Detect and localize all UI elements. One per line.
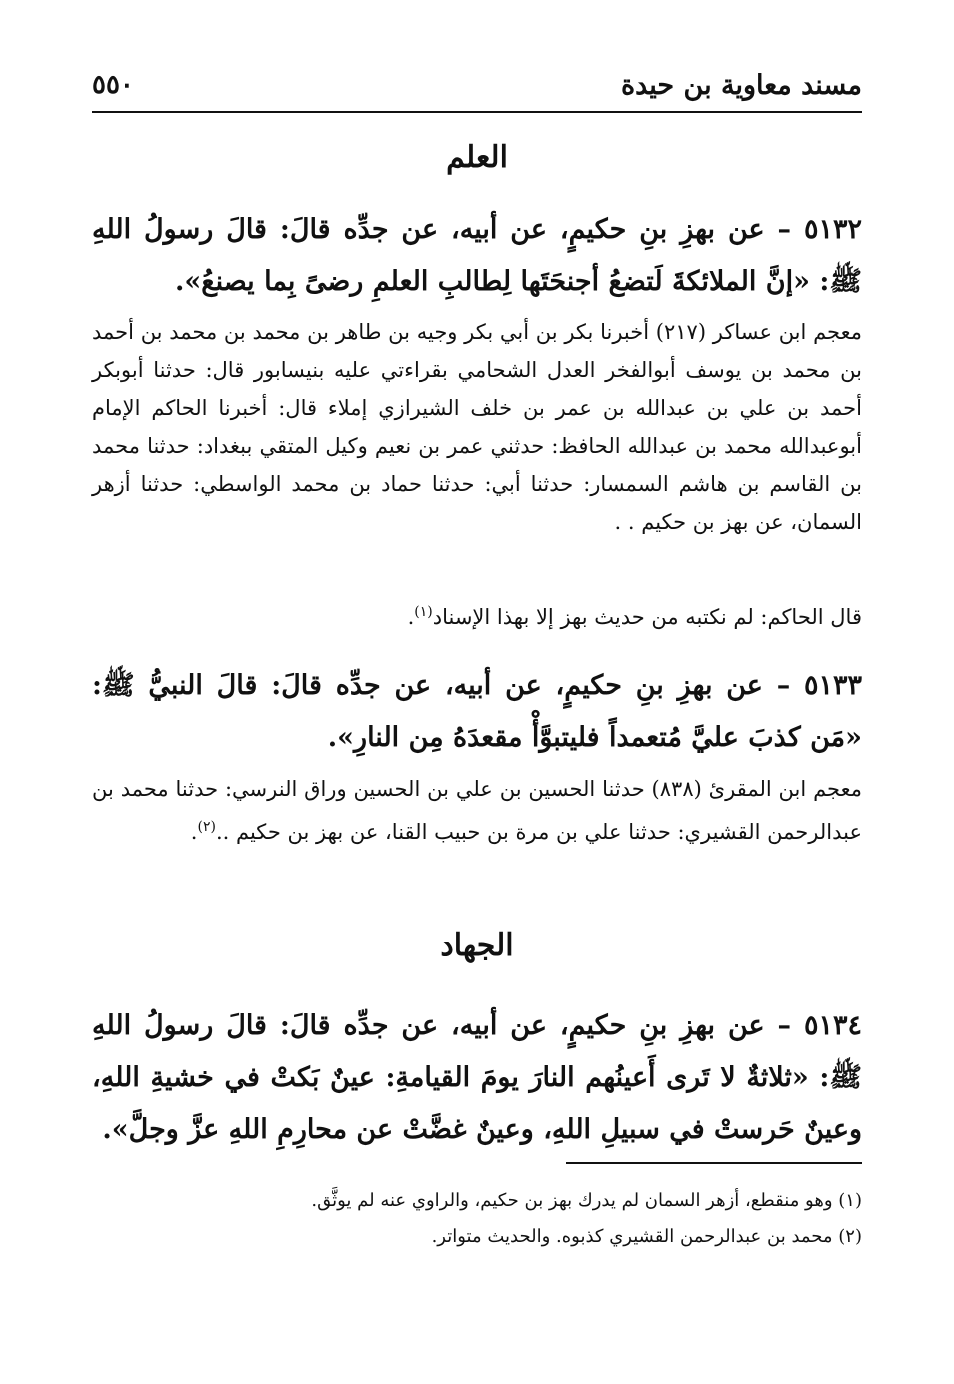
footnote-ref-2: (٢)	[197, 819, 216, 835]
section-heading-ilm: العلم	[446, 140, 508, 175]
page-number: ٥٥٠	[92, 70, 134, 100]
footnote-2: (٢) محمد بن عبدالرحمن القشيري كذبوه. والحديث متواتر.	[431, 1226, 862, 1247]
source-end: .	[190, 820, 198, 844]
header-rule	[92, 111, 862, 113]
source-text: معجم ابن المقرئ (٨٣٨) حدثنا الحسين بن علي بن الحسين وراق النرسي: حدثنا محمد بن عبدالرحمن القشيري: حدثنا علي بن مرة بن حبيب القنا، عن بهز بن حكيم ..	[92, 777, 862, 844]
hadith-5132-text: ٥١٣٢ – عن بهزِ بنِ حكيمٍ، عن أبيه، عن جدِّه قالَ: قالَ رسولُ اللهِ ﷺ: «إنَّ الملائكةَ لَتضعُ أجنحَتَها لِطالبِ العلمِ رضىً بِما يصنعُ».	[92, 214, 862, 297]
hadith-5132-note	[92, 593, 862, 636]
hadith-5132-source: معجم ابن عساكر (٢١٧) أخبرنا بكر بن أبي بكر وجيه بن طاهر بن محمد بن محمد بن أحمد بن محمد بن يوسف أبوالفخر العدل الشحامي بقراءتي عليه بنيسابور قال: حدثنا أبوبكر أحمد بن علي بن عبدالله بن عمر بن خلف الشيرازي إملاء قال: أخبرنا الحاكم الإمام أبوعبدالله محمد بن عبدالله الحافظ: حدثني عمر بن نعيم وكيل المتقي ببغداد: حدثنا محمد بن القاسم بن هاشم السمسار: حدثنا أبي: حدثنا حماد بن محمد الواسطي: حدثنا أزهر السمان، عن بهز بن حكيم . .	[92, 320, 862, 534]
hadith-5134-text: ٥١٣٤ – عن بهزِ بنِ حكيمٍ، عن أبيه، عن جدِّه قالَ: قالَ رسولُ اللهِ ﷺ: «ثلاثةٌ لا تَرى أَعينُهم النارَ يومَ القيامةِ: عينٌ بَكتْ في خشيةِ اللهِ، وعينٌ حَرستْ في سبيلِ اللهِ، وعينٌ غضَّتْ عن محارِمِ اللهِ عزَّ وجلَّ».	[92, 1010, 862, 1145]
running-head	[92, 68, 862, 112]
hadith-5133-source	[92, 770, 862, 851]
footnote-rule	[566, 1162, 862, 1164]
footnote-ref-1: (١)	[414, 604, 433, 620]
section-heading-jihad: الجهاد	[440, 928, 514, 963]
footnote-1: (١) وهو منقطع، أزهر السمان لم يدرك بهز بن حكيم، والراوي عنه لم يوثَّق.	[311, 1190, 862, 1211]
note-end: .	[407, 605, 415, 629]
running-head-title: مسند معاوية بن حيدة	[620, 70, 862, 101]
hadith-5133-text: ٥١٣٣ – عن بهزِ بنِ حكيمٍ، عن أبيه، عن جدِّه قالَ: قالَ النبيُّ ﷺ: «مَن كذبَ عليَّ مُتعمداً فليتبوَّأْ مقعدَهُ مِن النارِ».	[92, 670, 862, 753]
note-text: قال الحاكم: لم نكتبه من حديث بهز إلا بهذا الإسناد	[432, 605, 862, 629]
